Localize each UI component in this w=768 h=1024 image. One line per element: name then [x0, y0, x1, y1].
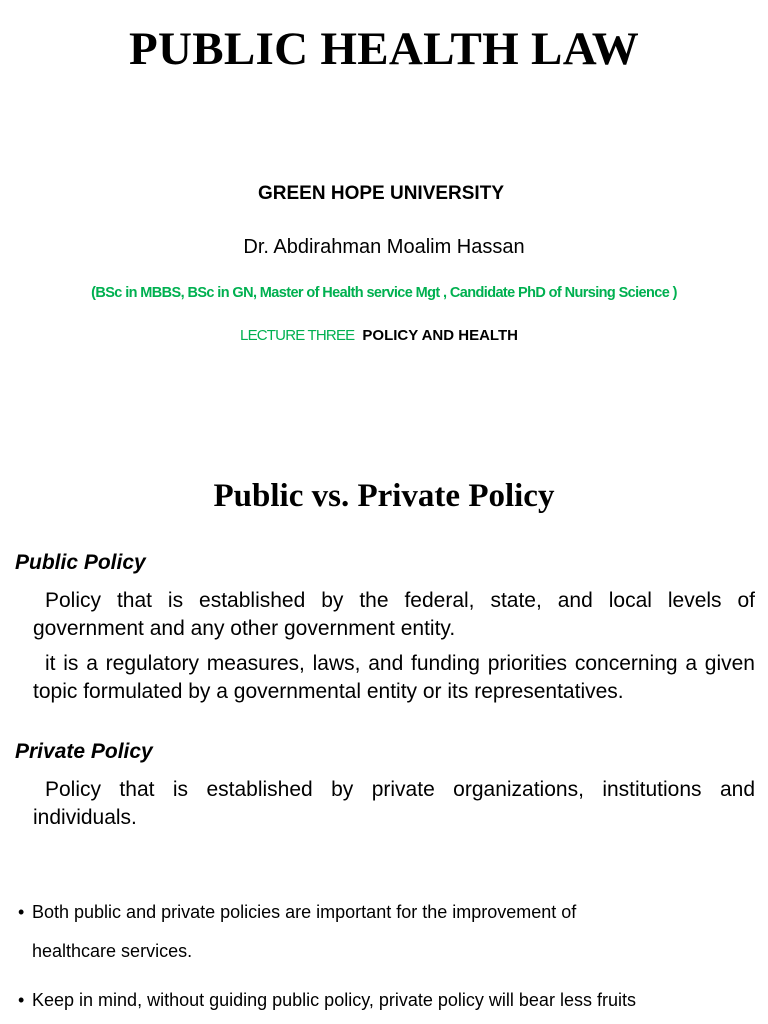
- bullet-list: [18, 0, 758, 1024]
- university-name: GREEN HOPE UNIVERSITY: [258, 183, 504, 204]
- public-policy-definition-text: Policy that is established by the federal, state, and local levels of government and any other government entity.: [33, 589, 755, 640]
- document-title: PUBLIC HEALTH LAW: [128, 23, 640, 75]
- lecture-number: LECTURE THREE: [240, 327, 355, 344]
- private-policy-definition-text: Policy that is established by private organizations, institutions and individuals.: [33, 778, 755, 829]
- bullet-text: Both public and private policies are important for the improvement of: [32, 902, 577, 922]
- public-policy-regulatory-text: it is a regulatory measures, laws, and funding priorities concerning a given topic formulated by a governmental entity or its representatives.: [33, 652, 755, 703]
- private-policy-heading: Private Policy: [15, 740, 153, 763]
- lecture-topic: POLICY AND HEALTH: [362, 327, 518, 344]
- bullet-text: Keep in mind, without guiding public policy, private policy will bear less fruits: [32, 990, 636, 1010]
- public-policy-heading: Public Policy: [15, 551, 146, 574]
- bullet-marker: •: [18, 902, 25, 922]
- bullet-text: healthcare services.: [32, 941, 193, 961]
- author-credentials: (BSc in MBBS, BSc in GN, Master of Health service Mgt , Candidate PhD of Nursing Science ): [91, 285, 677, 301]
- list-item: [18, 990, 636, 1011]
- author-name: Dr. Abdirahman Moalim Hassan: [243, 236, 525, 258]
- section-title: Public vs. Private Policy: [213, 478, 555, 514]
- bullet-marker: •: [18, 990, 25, 1010]
- list-item: [18, 902, 576, 923]
- list-item-continuation: [32, 941, 192, 962]
